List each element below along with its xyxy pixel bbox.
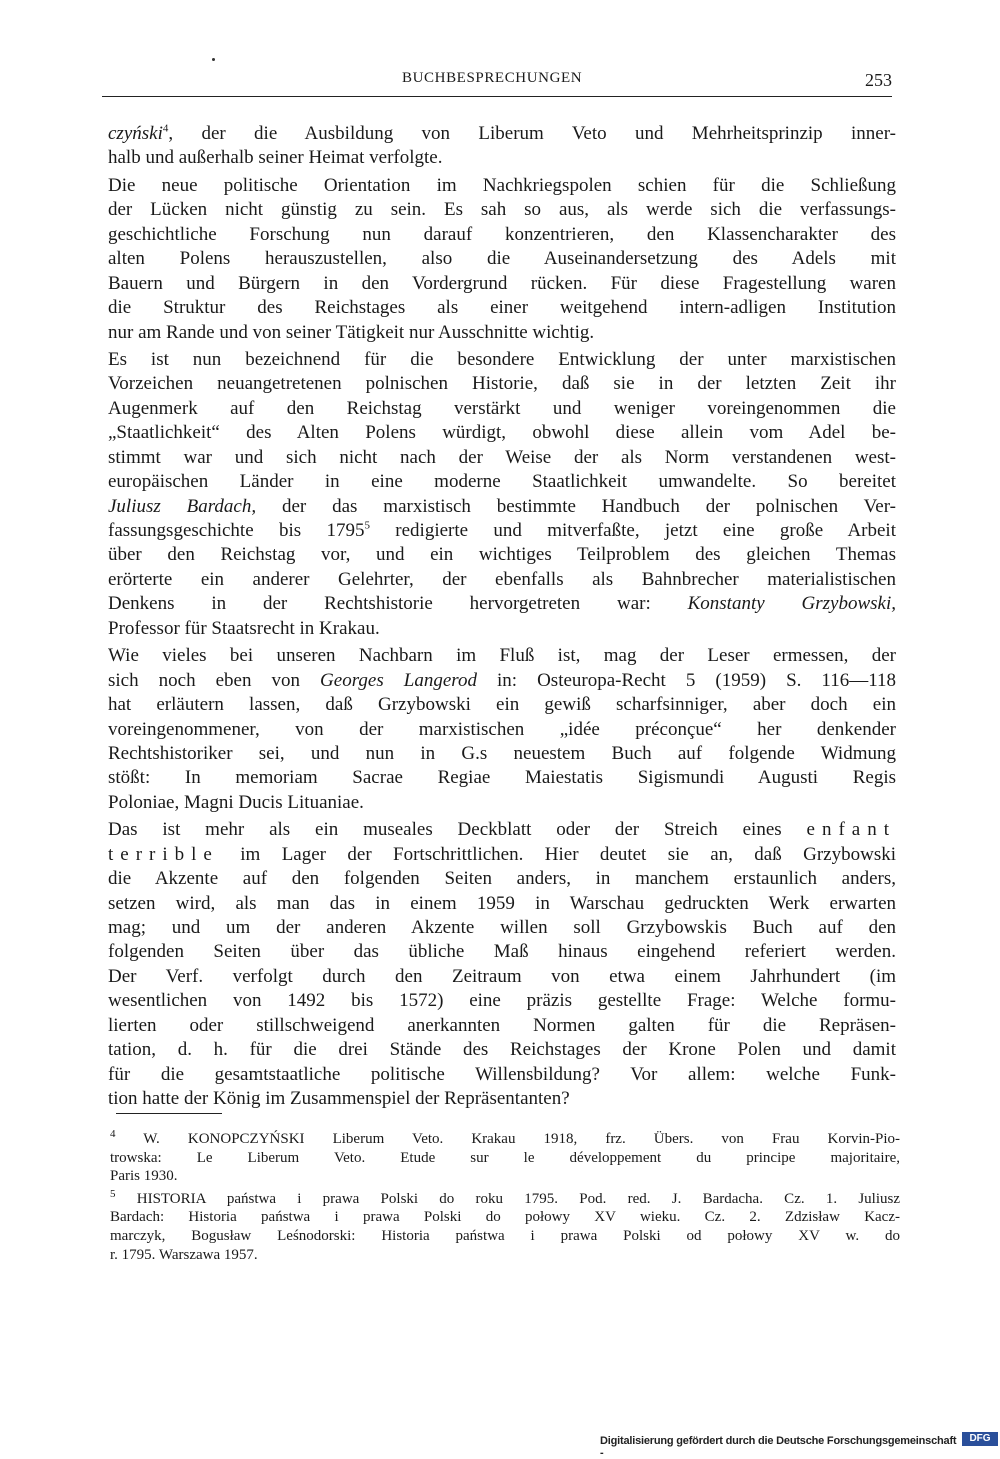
text-line — [108, 321, 896, 345]
text-run: Paris 1930. — [110, 1168, 178, 1185]
text-run: r. 1795. Warszawa 1957. — [110, 1246, 258, 1263]
text-line — [108, 1014, 896, 1038]
text-run: Die neue politische Orientation im Nachkriegspolen schien für die Schließung — [108, 174, 896, 196]
italic-text: czyński — [108, 123, 163, 144]
header-rule — [102, 96, 892, 97]
text-line — [108, 693, 896, 717]
text-run: „Staatlichkeit“ des Alten Polens würdigt, obwohl diese allein vom Adel be- — [108, 422, 896, 444]
header-title: BUCHBESPRECHUNGEN — [402, 70, 583, 86]
text-line — [108, 421, 896, 445]
footnote-marker: 5 — [110, 1187, 116, 1200]
footnote-rule — [116, 1113, 222, 1114]
footnote-marker: 4 — [110, 1128, 116, 1140]
text-line — [108, 348, 896, 372]
text-run: folgenden Seiten über das übliche Maß hinaus eingehend referiert werden. — [108, 941, 896, 963]
paragraph — [108, 122, 896, 171]
text-run: tion hatte der König im Zusammenspiel der Repräsentanten? — [108, 1088, 570, 1110]
text-line — [108, 543, 896, 567]
running-header — [102, 70, 892, 94]
text-run: in: Osteuropa-Recht 5 (1959) S. 116—118 — [476, 669, 897, 691]
text-run: Bauern und Bürgern in den Vordergrund rücken. Für diese Fragestellung waren — [108, 272, 896, 294]
text-run: enfant — [806, 819, 896, 841]
text-run: stößt: In memoriam Sacrae Regiae Maiestatis Sigismundi Augusti Regis — [108, 767, 896, 789]
text-run: lierten oder stillschweigend anerkannten Normen galten für die Repräsen- — [108, 1014, 896, 1036]
page-number: 253 — [865, 70, 892, 90]
footnote-marker: 4 — [162, 122, 169, 135]
text-line — [108, 916, 896, 940]
text-line — [108, 669, 896, 693]
footnote — [110, 1187, 900, 1264]
text-run: Bardach: Historia państwa i prawa Polski do połowy XV wieku. Cz. 2. Zdzisław Kacz- — [110, 1209, 900, 1226]
text-line — [108, 892, 896, 916]
text-line — [110, 1246, 900, 1265]
text-line — [108, 272, 896, 296]
text-run: terrible — [108, 843, 219, 865]
text-line — [108, 989, 896, 1013]
text-run: Wie vieles bei unseren Nachbarn im Fluß ist, mag der Leser ermessen, der — [108, 645, 896, 667]
text-line — [108, 791, 896, 815]
text-run: trowska: Le Liberum Veto. Etude sur le développement du principe majoritaire, — [110, 1149, 900, 1166]
paragraph — [108, 644, 896, 815]
text-run: tation, d. h. für die drei Stände des Reichstages der Krone Polen und damit — [108, 1039, 896, 1061]
text-run: mag; und um der anderen Akzente willen soll Grzybowskis Buch auf den — [108, 917, 896, 938]
footer-text: Digitalisierung gefördert durch die Deutsche Forschungsgemeinschaft - — [600, 1435, 957, 1459]
text-run: die Struktur des Reichstages als einer weitgehend intern-adligen Institution — [108, 297, 896, 319]
text-line — [110, 1167, 900, 1186]
text-run: die Akzente auf den folgenden Seiten anders, in manchem erstaunlich anders, — [108, 868, 896, 890]
digitization-footer — [600, 1430, 1000, 1459]
text-line — [108, 867, 896, 891]
paragraph — [108, 348, 896, 641]
text-run: Poloniae, Magni Ducis Lituaniae. — [108, 791, 364, 813]
text-line — [108, 470, 896, 494]
text-run: Das ist mehr als ein museales Deckblatt oder der Streich eines — [108, 819, 807, 841]
text-line — [108, 397, 896, 421]
text-run: Augenmerk auf den Reichstag verstärkt und weniger voreingenommen die — [108, 397, 896, 419]
text-line — [108, 174, 896, 198]
italic-text: Juliusz Bardach, — [108, 495, 257, 517]
text-line — [110, 1130, 900, 1149]
text-line — [108, 644, 896, 668]
text-run: HISTORIA państwa i prawa Polski do roku 1795. Pod. red. J. Bardacha. Cz. 1. Juliusz — [115, 1190, 900, 1207]
scan-speck — [212, 58, 215, 61]
text-line — [108, 446, 896, 470]
text-run: über den Reichstag vor, und ein wichtiges Teilproblem des gleichen Themas — [108, 544, 896, 566]
text-run: alten Polens herauszustellen, also die Auseinandersetzung des Adels mit — [108, 248, 896, 270]
text-run: voreingenommener, von der marxistischen „idée préconçue“ her denkender — [108, 718, 896, 740]
text-run: halb und außerhalb seiner Heimat verfolgte. — [108, 147, 443, 169]
text-run: Denkens in der Rechtshistorie hervorgetreten war: — [108, 593, 688, 615]
text-run: fassungsgeschichte bis 1795 — [108, 520, 365, 541]
text-line — [110, 1149, 900, 1168]
text-line — [108, 223, 896, 247]
text-run: Professor für Staatsrecht in Krakau. — [108, 617, 380, 639]
text-run: Vorzeichen neuangetretenen polnischen Historie, daß sie in der letzten Zeit ihr — [108, 373, 896, 395]
text-run: der das marxistisch bestimmte Handbuch der polnischen Ver- — [256, 495, 896, 517]
text-run: geschichtliche Forschung nun darauf konzentrieren, den Klassencharakter des — [108, 223, 896, 245]
text-run: im Lager der Fortschrittlichen. Hier deutet sie an, daß Grzybowski — [218, 843, 896, 865]
text-line — [108, 766, 896, 790]
paragraph — [108, 818, 896, 1111]
text-line — [110, 1187, 900, 1209]
text-line — [108, 146, 896, 170]
text-run: erörterte ein anderer Gelehrter, der ebenfalls als Bahnbrecher materialistischen — [108, 568, 896, 590]
main-text — [108, 122, 896, 1115]
text-line — [108, 818, 896, 842]
text-line — [108, 742, 896, 766]
text-line — [108, 940, 896, 964]
text-run: sich noch eben von — [108, 669, 321, 691]
text-line — [108, 718, 896, 742]
text-run: für die gesamtstaatliche politische Willensbildung? Vor allem: welche Funk- — [108, 1063, 896, 1085]
text-run: redigierte und mitverfaßte, jetzt eine große Arbeit — [369, 520, 896, 541]
text-run: marczyk, Bogusław Leśnodorski: Historia państwa i prawa Polski od połowy XV w. do — [110, 1227, 900, 1244]
footnotes — [110, 1130, 900, 1268]
text-line — [108, 198, 896, 222]
text-line — [108, 617, 896, 641]
text-line — [108, 372, 896, 396]
text-line — [108, 1038, 896, 1062]
text-run: der Lücken nicht günstig zu sein. Es sah so aus, als werde sich die verfassungs- — [108, 199, 896, 221]
text-run: , der die Ausbildung von Liberum Veto und Mehrheitsprinzip inner- — [168, 123, 896, 144]
italic-text: Konstanty Grzybowski, — [687, 593, 897, 615]
text-run: Der Verf. verfolgt durch den Zeitraum von etwa einem Jahrhundert (im — [108, 965, 896, 987]
text-run: Rechtshistoriker sei, und nun in G.s neuestem Buch auf folgende Widmung — [108, 742, 896, 764]
text-line — [108, 1087, 896, 1111]
text-run: nur am Rande und von seiner Tätigkeit nur Ausschnitte wichtig. — [108, 321, 595, 343]
text-line — [108, 592, 896, 616]
text-run: wesentlichen von 1492 bis 1572) eine präzis gestellte Frage: Welche formu- — [108, 990, 896, 1012]
text-line — [108, 296, 896, 320]
text-line — [110, 1227, 900, 1246]
text-run: hat erläutern lassen, daß Grzybowski ein gewiß scharfsinniger, aber doch ein — [108, 694, 896, 716]
text-line — [108, 247, 896, 271]
text-line — [108, 495, 896, 519]
footnote — [110, 1130, 900, 1186]
text-run: stimmt war und sich nicht nach der Weise der als Norm verstandenen west- — [108, 446, 896, 468]
text-line — [108, 965, 896, 989]
text-run: europäischen Länder in eine moderne Staatlichkeit umwandelte. So bereitet — [108, 471, 896, 493]
footnote-marker: 5 — [364, 519, 370, 532]
text-line — [108, 1063, 896, 1087]
text-line — [108, 843, 896, 867]
italic-text: Georges Langerod — [320, 669, 477, 691]
text-run: W. KONOPCZYŃSKI Liberum Veto. Krakau 1918, frz. Übers. von Frau Korvin-Pio- — [115, 1131, 900, 1147]
text-line — [108, 519, 896, 543]
text-line — [108, 122, 896, 146]
text-line — [108, 568, 896, 592]
dfg-logo: DFG — [962, 1432, 998, 1446]
paragraph — [108, 174, 896, 345]
text-run: setzen wird, als man das in einem 1959 in Warschau gedruckten Werk erwarten — [108, 892, 896, 914]
text-run: Es ist nun bezeichnend für die besondere Entwicklung der unter marxistischen — [108, 348, 896, 370]
text-line — [110, 1208, 900, 1227]
